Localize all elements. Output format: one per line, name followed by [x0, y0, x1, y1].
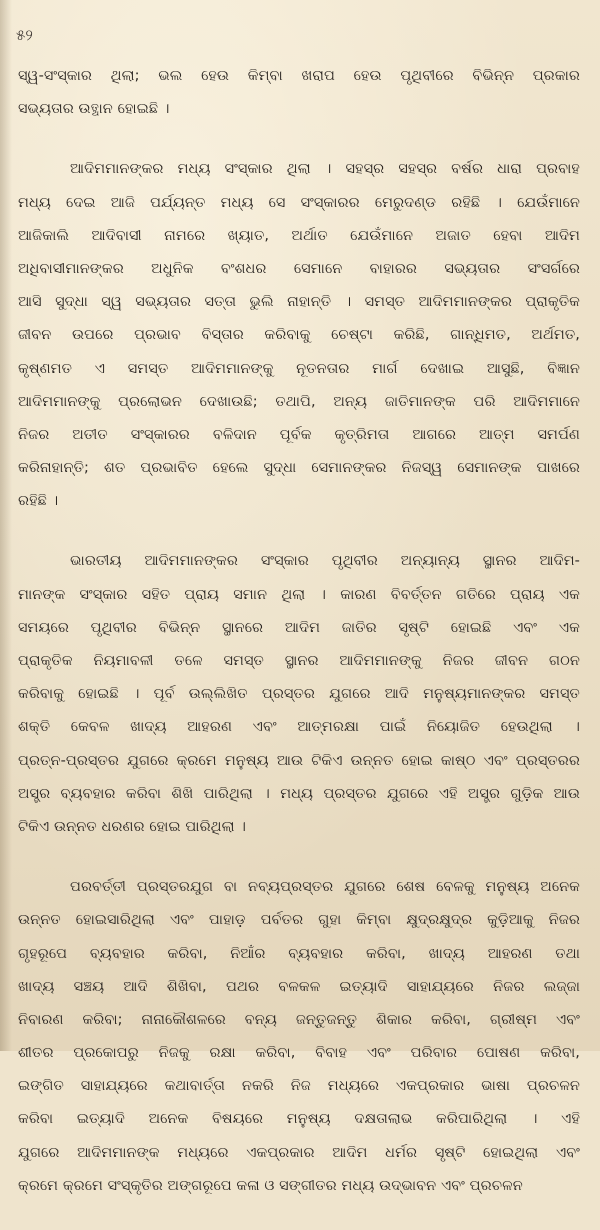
text-line: କରିବାକୁ ହୋଇଛି । ପୂର୍ବ ଉଲ୍ଲିଖିତ ପ୍ରସ୍ତର ଯୁଗରେ ଆଦି ମନୁଷ୍ୟମାନଙ୍କର ସମସ୍ତ: [18, 686, 580, 703]
text-line: ଶୀତର ପ୍ରକୋପରୁ ନିଜକୁ ରକ୍ଷା କରିବା, ବିବାହ ଏବଂ ପରିବାର ପୋଷଣ କରିବା,: [18, 1045, 580, 1062]
text-line: ଯୁଗରେ ଆଦିମମାନଙ୍କ ମଧ୍ୟରେ ଏକପ୍ରକାର ଆଦିମ ଧର୍ମର ସୃଷ୍ଟି ହୋଇଥିଲା ଏବଂ: [18, 1144, 580, 1161]
text-line: ପ୍ରାକୃତିକ ନିୟମାବଳୀ ତଳେ ସମସ୍ତ ସ୍ଥାନର ଆଦିମମାନଙ୍କୁ ନିଜର ଜୀବନ ଗଠନ: [18, 653, 580, 669]
text-line: ଉନ୍ନତ ହୋଇସାରିଥିଲା ଏବଂ ପାହାଡ଼ ପର୍ବତର ଗୁହା କିମ୍ବା କ୍ଷୁଦ୍ରକ୍ଷୁଦ୍ର କୁଡ଼ିଆକୁ ନିଜର: [18, 912, 580, 929]
text-line: ରହିଛି ।: [18, 493, 59, 510]
text-line: ସଭ୍ୟତାର ଉତ୍ଥାନ ହୋଇଛି ।: [18, 101, 170, 118]
text-line: କରିବା ଇତ୍ୟାଦି ଅନେକ ବିଷୟରେ ମନୁଷ୍ୟ ଦକ୍ଷତାଲାଭ କରିପାରିଥିଲା । ଏହି: [18, 1111, 580, 1128]
text-line: ଅସ୍ତ୍ର ବ୍ୟବହାର କରିବା ଶିଖି ପାରିଥିଲା । ମଧ୍ୟ ପ୍ରସ୍ତର ଯୁଗରେ ଏହି ଅସ୍ତ୍ର ଗୁଡ଼ିକ ଆଉ: [18, 785, 580, 802]
text-line: ଟିକିଏ ଉନ୍ନତ ଧରଣର ହୋଇ ପାରିଥିଲା ।: [18, 818, 246, 835]
text-line: ପ୍ରତ୍ନ-ପ୍ରସ୍ତର ଯୁଗରେ କ୍ରମେ ମନୁଷ୍ୟ ଆଉ ଟିକିଏ ଉନ୍ନତ ହୋଇ କାଷ୍ଠ ଏବଂ ପ୍ରସ୍ତରର: [18, 752, 580, 769]
text-line: କୃଷ୍ଣମତ ଏ ସମସ୍ତ ଆଦିମମାନଙ୍କୁ ନୂତନତାର ମାର୍ଗ ଦେଖାଇ ଆସୁଛି, ବିଜ୍ଞାନ: [18, 360, 580, 377]
text-line: ଭାରତୀୟ ଆଦିମମାନଙ୍କର ସଂସ୍କାର ପୃଥିବୀର ଅନ୍ୟାନ୍ୟ ସ୍ଥାନର ଆଦିମ-: [70, 553, 580, 570]
text-line: ଆଜିକାଲି ଆଦିବାସୀ ନାମରେ ଖ୍ୟାତ, ଅର୍ଥାତ ଯେଉଁମାନେ ଅଜାତ ହେବା ଆଦିମ: [18, 227, 580, 244]
paragraph: [18, 871, 580, 1203]
text-line: ଜୀବନ ଉପରେ ପ୍ରଭାବ ବିସ୍ତାର କରିବାକୁ ଚେଷ୍ଟା କରିଛି, ଗାନ୍ଧିମତ, ଅର୍ଥମତ,: [18, 327, 580, 344]
paragraph: [18, 60, 580, 126]
text-line: ଆସି ସୁଦ୍ଧା ସ୍ୱ ସଭ୍ୟତାର ସତ୍ତା ଭୁଲି ନାହାନ୍ତି । ସମସ୍ତ ଆଦିମମାନଙ୍କର ପ୍ରାକୃତିକ: [18, 294, 580, 311]
page-number: ୫୨: [16, 26, 33, 44]
text-line: ସ୍ୱ-ସଂସ୍କାର ଥିଲା; ଭଲ ହେଉ କିମ୍ବା ଖରାପ ହେଉ ପୃଥିବୀରେ ବିଭିନ୍ନ ପ୍ରକାର: [18, 68, 580, 84]
text-line: ଗୃହରୂପେ ବ୍ୟବହାର କରିବା, ନିଆଁର ବ୍ୟବହାର କରିବା, ଖାଦ୍ୟ ଆହରଣ ତଥା: [18, 945, 580, 962]
text-line: ନିଜର ଅତୀତ ସଂସ୍କାରର ବଳିଦାନ ପୂର୍ବକ କୃତ୍ରିମତା ଆଗରେ ଆତ୍ମ ସମର୍ପଣ: [18, 426, 580, 443]
paragraph: [18, 153, 580, 518]
text-line: ସମୟରେ ପୃଥିବୀର ବିଭିନ୍ନ ସ୍ଥାନରେ ଆଦିମ ଜାତିର ସୃଷ୍ଟି ହୋଇଛି ଏବଂ ଏକ: [18, 619, 580, 636]
text-line: ଶକ୍ତି କେବଳ ଖାଦ୍ୟ ଆହରଣ ଏବଂ ଆତ୍ମରକ୍ଷା ପାଇଁ ନିୟୋଜିତ ହେଉଥିଲା ।: [18, 719, 580, 736]
text-line: ଆଦିମମାନଙ୍କୁ ପ୍ରଲୋଭନ ଦେଖାଉଛି; ତଥାପି, ଅନ୍ୟ ଜାତିମାନଙ୍କ ପରି ଆଦିମମାନେ: [18, 393, 580, 410]
text-line: କରିନାହାନ୍ତି; ଶତ ପ୍ରଭାବିତ ହେଲେ ସୁଦ୍ଧା ସେମାନଙ୍କର ନିଜସ୍ୱ ସେମାନଙ୍କ ପାଖରେ: [18, 460, 580, 477]
body-text: [18, 60, 580, 1230]
text-line: ଇଙ୍ଗିତ ସାହାଯ୍ୟରେ କଥାବାର୍ତ୍ତା ନକରି ନିଜ ମଧ୍ୟରେ ଏକପ୍ରକାର ଭାଷା ପ୍ରଚଳନ: [18, 1078, 580, 1095]
text-line: ଖାଦ୍ୟ ସଞ୍ଚୟ ଆଦି ଶିଖିବା, ପଥର ବଳକଳ ଇତ୍ୟାଦି ସାହାଯ୍ୟରେ ନିଜର ଲଜ୍ଜା: [18, 978, 580, 995]
text-line: ମଧ୍ୟ ଦେଇ ଆଜି ପର୍ଯ୍ୟନ୍ତ ମଧ୍ୟ ସେ ସଂସ୍କାରର ମେରୁଦଣ୍ଡ ରହିଛି । ଯେଉଁମାନେ: [18, 194, 580, 211]
text-line: ଅଧିବାସୀମାନଙ୍କର ଅଧୁନିକ ବଂଶଧର ସେମାନେ ବାହାରର ସଭ୍ୟତାର ସଂସର୍ଗରେ: [18, 260, 580, 277]
text-line: ଆଦିମମାନଙ୍କର ମଧ୍ୟ ସଂସ୍କାର ଥିଲା । ସହସ୍ର ସହସ୍ର ବର୍ଷର ଧାରା ପ୍ରବାହ: [70, 161, 580, 178]
text-line: ମାନଙ୍କ ସଂସ୍କାର ସହିତ ପ୍ରାୟ ସମାନ ଥିଲା । କାରଣ ବିବର୍ତ୍ତନ ଗତିରେ ପ୍ରାୟ ଏକ: [18, 586, 580, 603]
text-line: କ୍ରମେ କ୍ରମେ ସଂସ୍କୃତିର ଅଙ୍ଗରୂପେ କଳା ଓ ସଙ୍ଗୀତର ମଧ୍ୟ ଉଦ୍ଭାବନ ଏବଂ ପ୍ରଚଳନ: [18, 1177, 523, 1194]
text-line: ପରବର୍ତ୍ତୀ ପ୍ରସ୍ତରଯୁଗ ବା ନବ୍ୟପ୍ରସ୍ତର ଯୁଗରେ ଶେଷ ବେଳକୁ ମନୁଷ୍ୟ ଅନେକ: [70, 879, 580, 896]
text-line: ନିବାରଣ କରିବା; ନାନାକୌଶଳରେ ବନ୍ୟ ଜନ୍ତୁଜନ୍ତୁ ଶିକାର କରିବା, ଗ୍ରୀଷ୍ମ ଏବଂ: [18, 1011, 580, 1028]
paragraph: [18, 545, 580, 844]
